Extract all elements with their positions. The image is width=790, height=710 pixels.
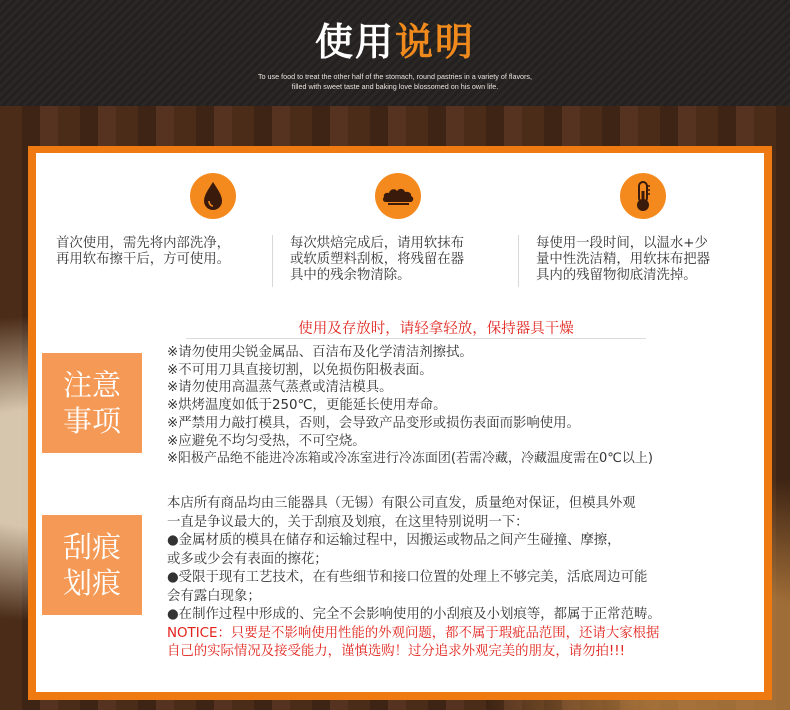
water-drop-icon [190,173,236,219]
card-line: 具内的残留物彻底清洗掉。 [536,268,697,283]
title-part-2: 说明 [395,20,476,64]
list-item: ※不可用刀具直接切割，以免损伤阳极表面。 [167,362,433,378]
list-item: ※请勿使用高温蒸气蒸煮或清洁模具。 [167,380,393,396]
title-part-1: 使用 [314,20,395,64]
text-line: 会有露白现象； [167,588,261,604]
card-line: 量中性洗洁精，用软抹布把器 [536,252,711,267]
list-item: ※严禁用力敲打模具，否则，会导致产品变形或损伤表面而影响使用。 [167,415,580,431]
storage-note: 使用及存放时，请轻拿轻放，保持器具干燥 [298,321,574,337]
card-line: 每使用一段时间，以温水+少 [536,236,708,251]
card-after-baking [290,236,505,284]
card-periodic-cleaning [536,236,751,284]
divider [518,235,519,287]
card-line: 或软质塑料刮板，将残留在器 [290,252,465,267]
notice-line-2: 自己的实际情况及接受能力，谨慎选购！过分追求外观完美的朋友，请勿拍!!! [167,644,625,659]
scratches-label [42,515,142,615]
text-line: 或多或少会有表面的擦花； [167,551,328,567]
card-line: 再用软布擦干后，方可使用。 [56,252,231,267]
scratches-label-line-1: 刮痕 [62,530,121,564]
instructions-panel [28,146,772,700]
divider [272,235,273,287]
text-line: 本店所有商品均由三能器具（无锡）有限公司直发，质量绝对保证，但模具外观 [167,496,636,511]
list-item: ※应避免不均匀受热，不可空烧。 [167,433,366,449]
page-title [0,16,790,68]
notes-list [167,344,767,468]
card-line: 首次使用，需先将内部洗净， [56,236,231,251]
subtitle-line-1: To use food to treat the other half of the stomach, round pastries in a variety of flavors, [257,72,533,81]
divider [186,338,646,339]
thermometer-icon [620,173,666,219]
text-line: ●金属材质的模具在储存和运输过程中，因搬运或物品之间产生碰撞、摩擦， [167,533,621,548]
scratches-text [167,495,767,662]
header-subtitle [0,72,790,92]
card-line: 每次烘焙完成后，请用软抹布 [290,236,465,251]
subtitle-line-2: filled with sweet taste and baking love blossomed on his own life. [291,82,499,91]
notes-label-line-2: 事项 [62,404,121,438]
list-item: ※阳极产品绝不能进冷冻箱或冷冻室进行冷冻面团(若需冷藏，冷藏温度需在0℃以上) [167,451,653,467]
list-item: ※请勿使用尖锐金属品、百洁布及化学清洁剂擦拭。 [167,345,473,360]
list-item: ※烘烤温度如低于250℃，更能延长使用寿命。 [167,398,447,414]
notes-label [42,353,142,453]
header-banner [0,0,790,106]
text-line: 一直是争议最大的，关于刮痕及划痕，在这里特别说明一下： [167,514,529,530]
text-line: ●受限于现有工艺技术，在有些细节和接口位置的处理上不够完美，活底周边可能 [167,570,648,585]
card-first-use [56,236,266,268]
card-line: 具中的残余物清除。 [290,268,411,283]
text-line: ●在制作过程中形成的、完全不会影响使用的小刮痕及小划痕等，都属于正常范畴。 [167,607,661,622]
notice-line-1: NOTICE：只要是不影响使用性能的外观问题，都不属于瑕疵品范围，还请大家根据 [167,625,660,641]
panel-content [36,153,764,692]
scratches-label-line-2: 划痕 [62,566,121,600]
cloud-icon [375,173,421,219]
notes-label-line-1: 注意 [62,368,121,402]
